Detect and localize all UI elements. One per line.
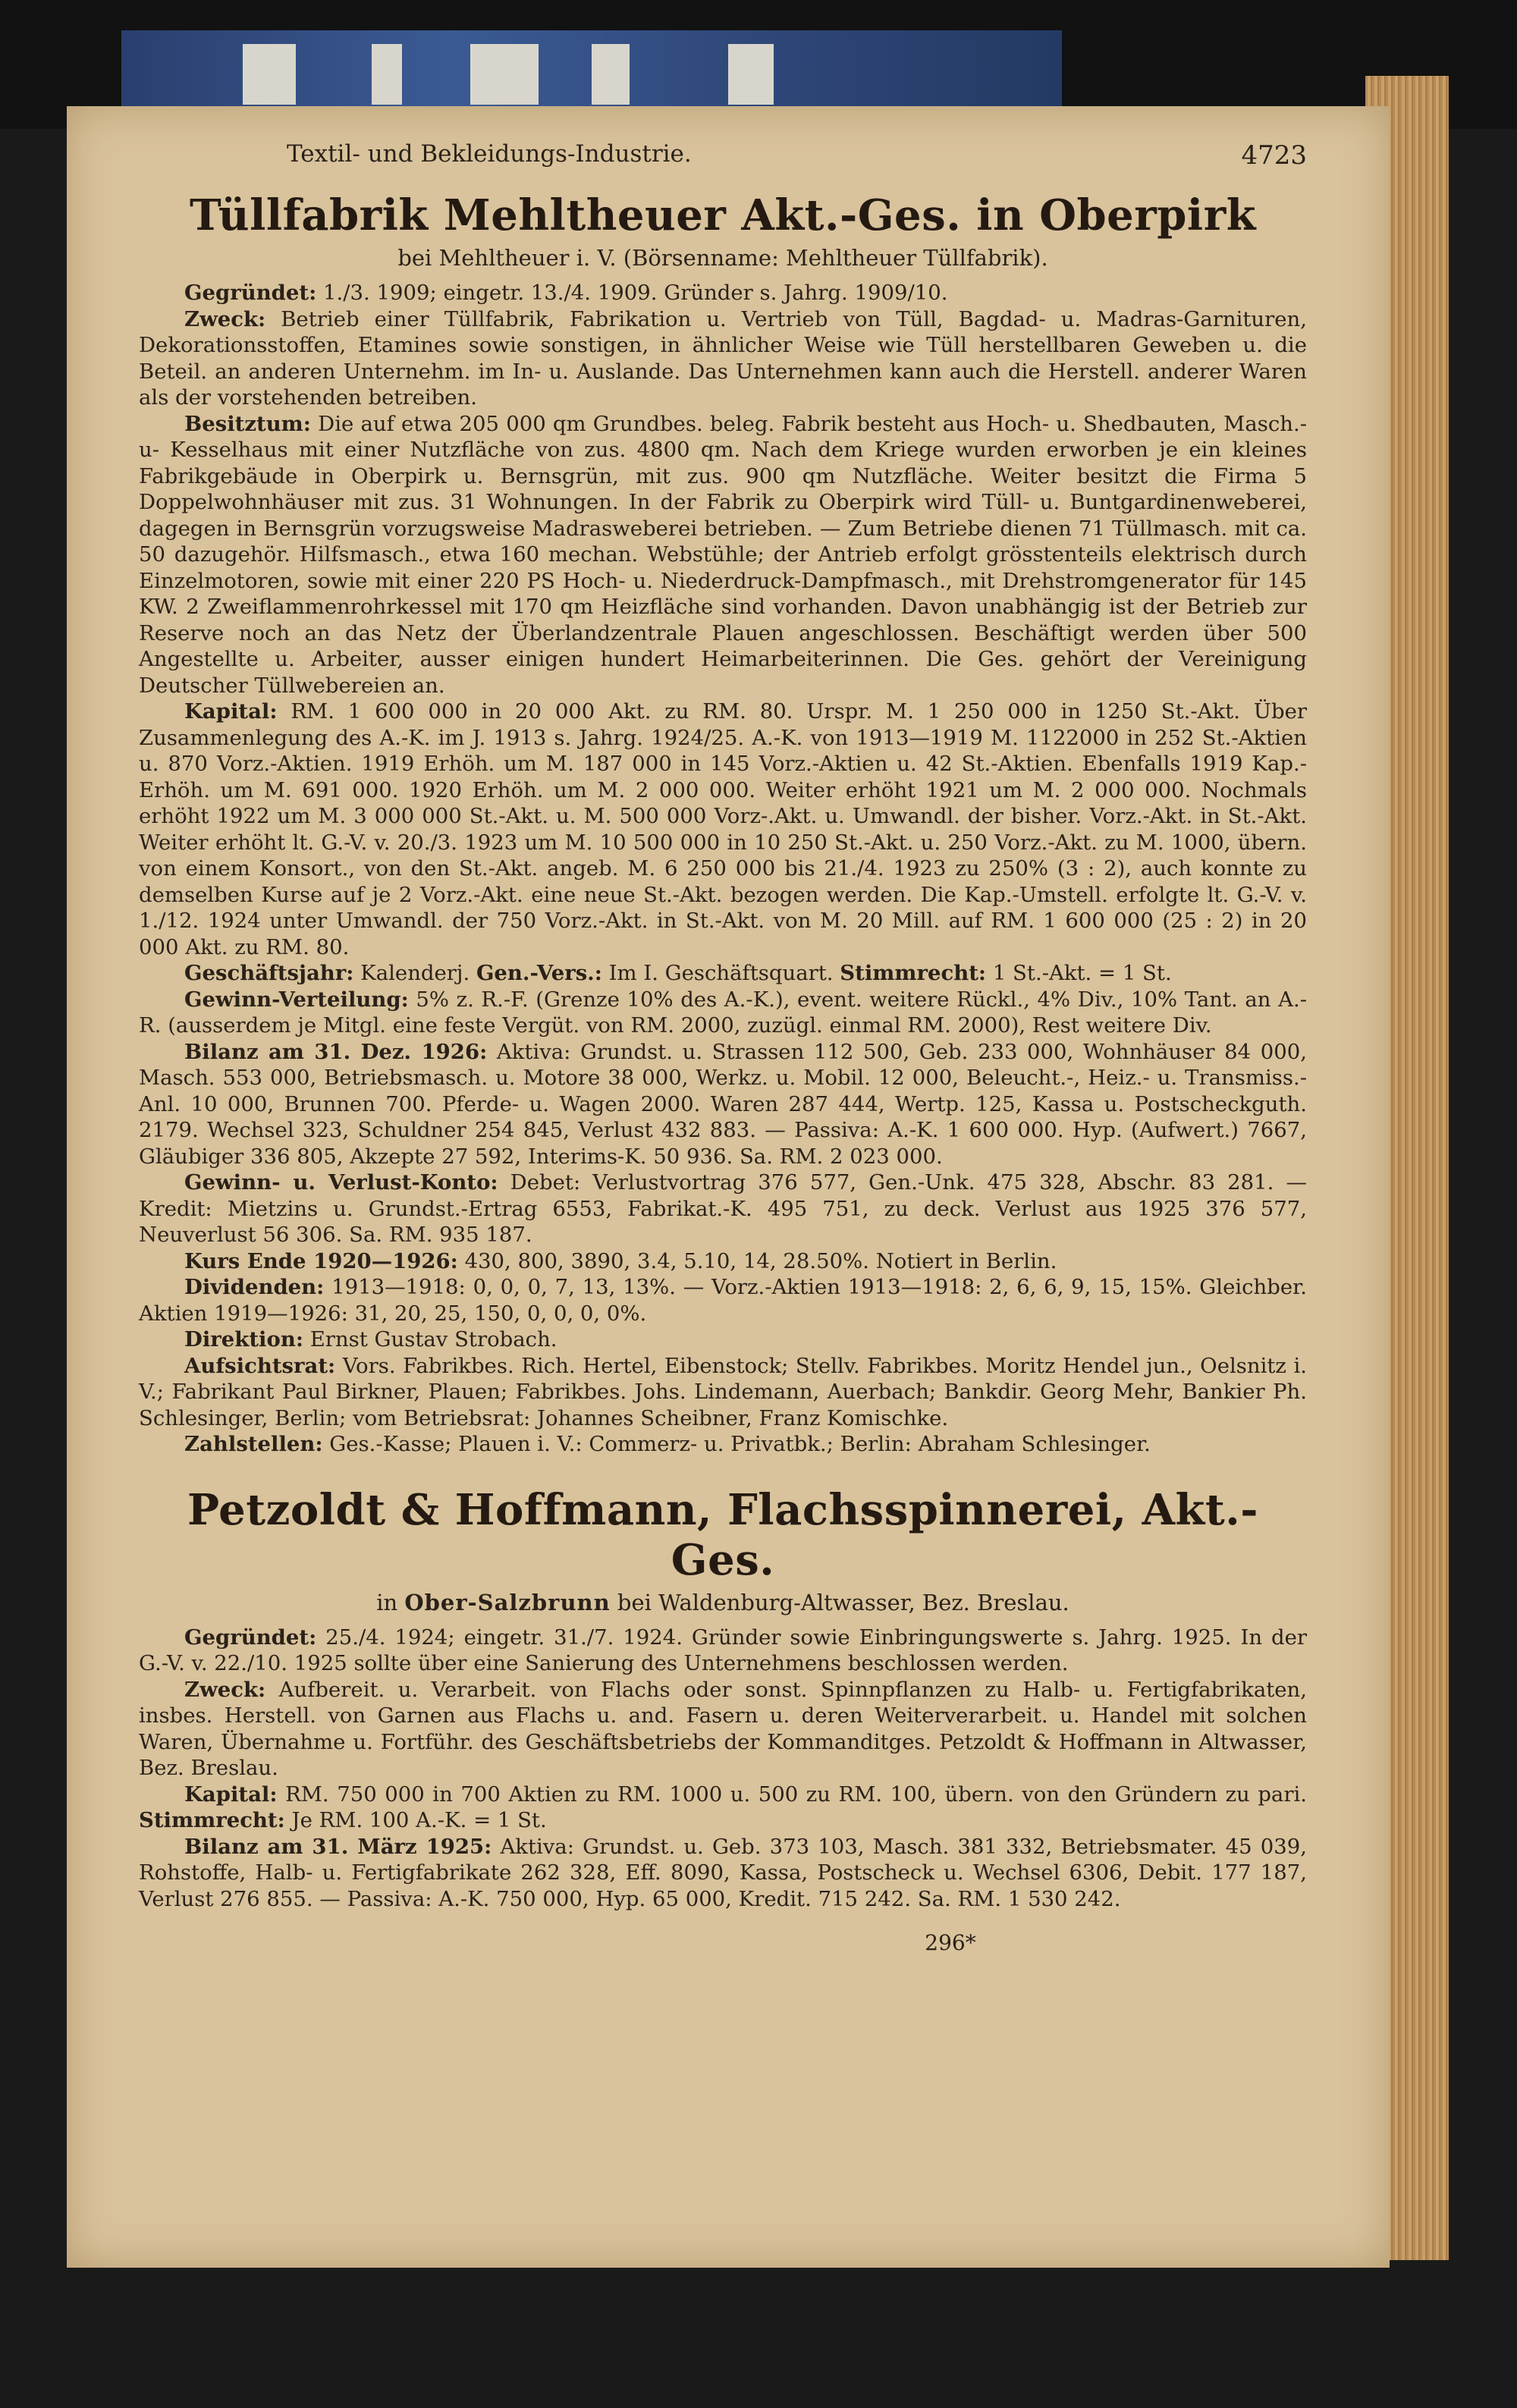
running-title: Textil- und Bekleidungs-Industrie.: [287, 140, 692, 168]
c2-gegruendet: Gegründet: 25./4. 1924; eingetr. 31./7. 1924. Gründer sowie Einbringungswerte s. Jahrg. 1925. In der G.-V. v. 22./10. 1925 sollte über eine Sanierung des Unternehmens beschlossen werden.: [139, 1625, 1307, 1675]
company-1-title: Tüllfabrik Mehltheuer Akt.-Ges. in Oberpirk: [190, 190, 1256, 240]
book-page: [67, 106, 1390, 2268]
c1-direktion: Direktion: Ernst Gustav Strobach.: [184, 1327, 557, 1352]
c1-kapital: Kapital: RM. 1 600 000 in 20 000 Akt. zu RM. 80. Urspr. M. 1 250 000 in 1250 St.-Akt. Über Zusammenlegung des A.-K. im J. 1913 s. Jahrg. 1924/25. A.-K. von 1913—1919 M. 1122000 in 252 St.-Aktien u. 870 Vorz.-Aktien. 1919 Erhöh. um M. 187 000 in 145 Vorz.-Aktien u. 42 St.-Aktien. Ebenfalls 1919 Kap.-Erhöh. um M. 691 000. 1920 Erhöh. um M. 2 000 000. Weiter erhöht 1921 um M. 2 000 000. Nochmals erhöht 1922 um M. 3 000 000 St.-Akt. u. M. 500 000 Vorz-.Akt. u. Umwandl. der bisher. Vorz.-Akt. in St.-Akt. Weiter erhöht lt. G.-V. v. 20./3. 1923 um M. 10 500 000 in 10 250 St.-Akt. u. 250 Vorz.-Akt. zu M. 1000, übern. von einem Konsort., von den St.-Akt. angeb. M. 6 250 000 bis 21./4. 1923 zu 250% (3 : 2), auch konnte zu demselben Kurse auf je 2 Vorz.-Akt. eine neue St.-Akt. bezogen werden. Die Kap.-Umstell. erfolgte lt. G.-V. v. 1./12. 1924 unter Umwandl. der 750 Vorz.-Akt. in St.-Akt. von M. 20 Mill. auf RM. 1 600 000 (25 : 2) in 20 000 Akt. zu RM. 80.: [139, 699, 1307, 959]
c1-geschaeftsjahr: Geschäftsjahr: Kalenderj. Gen.-Vers.: Im I. Geschäftsquart. Stimmrecht: 1 St.-Akt. = 1 St.: [184, 961, 1172, 985]
company-2-subtitle: in Ober-Salzbrunn bei Waldenburg-Altwasser, Bez. Breslau.: [376, 1589, 1069, 1615]
c1-gewinn-verteilung: Gewinn-Verteilung: 5% z. R.-F. (Grenze 10% des A.-K.), event. weitere Rückl., 4% Div., 10% Tant. an A.-R. (ausserdem je Mitgl. eine feste Vergüt. von RM. 2000, zuzügl. einmal RM. 2000), Rest weitere Div.: [139, 987, 1307, 1038]
c1-kurs: Kurs Ende 1920—1926: 430, 800, 3890, 3.4, 5.10, 14, 28.50%. Notiert in Berlin.: [184, 1248, 1057, 1273]
running-head: [139, 140, 1307, 180]
page-content: [139, 140, 1307, 1955]
c1-besitztum: Besitztum: Die auf etwa 205 000 qm Grundbes. beleg. Fabrik besteht aus Hoch- u. Shedbauten, Masch.- u- Kesselhaus mit einer Nutzfläche von zus. 4800 qm. Nach dem Kriege wurden erworben je ein kleines Fabrikgebäude in Oberpirk u. Bernsgrün, mit zus. 900 qm Nutzfläche. Weiter besitzt die Firma 5 Doppelwohnhäuser mit zus. 31 Wohnungen. In der Fabrik zu Oberpirk wird Tüll- u. Buntgardinenweberei, dagegen in Bernsgrün vorzugsweise Madrasweberei betrieben. — Zum Betriebe dienen 71 Tüllmasch. mit ca. 50 dazugehör. Hilfsmasch., etwa 160 mechan. Webstühle; der Antrieb erfolgt grösstenteils elektrisch durch Einzelmotoren, sowie mit einer 220 PS Hoch- u. Niederdruck-Dampfmasch., mit Drehstromgenerator für 145 KW. 2 Zweiflammenrohrkessel mit 170 qm Heizfläche sind vorhanden. Davon unabhängig ist der Betrieb zur Reserve noch an das Netz der Überlandzentrale Plauen angeschlossen. Beschäftigt werden über 500 Angestellte u. Arbeiter, ausser einigen hundert Heimarbeiterinnen. Die Ges. gehört der Vereinigung Deutscher Tüllwebereien an.: [139, 411, 1307, 698]
c2-bilanz: Bilanz am 31. März 1925: Aktiva: Grundst. u. Geb. 373 103, Masch. 381 332, Betriebsmater. 45 039, Rohstoffe, Halb- u. Fertigfabrikate 262 328, Eff. 8090, Kassa, Postscheck u. Wechsel 6306, Debit. 177 187, Verlust 276 855. — Passiva: A.-K. 750 000, Hyp. 65 000, Kredit. 715 242. Sa. RM. 1 530 242.: [139, 1834, 1307, 1911]
c1-zweck: Zweck: Betrieb einer Tüllfabrik, Fabrikation u. Vertrieb von Tüll, Bagdad- u. Madras-Garnituren, Dekorationsstoffen, Etamines sowie sonstigen, in ähnlicher Weise wie Tüll herstellbaren Geweben u. die Beteil. an anderen Unternehm. im In- u. Auslande. Das Unternehmen kann auch die Herstell. anderer Waren als der vorstehenden betreiben.: [139, 306, 1307, 410]
company-2-place: Ober-Salzbrunn: [404, 1589, 611, 1615]
company-2-title: Petzoldt & Hoffmann, Flachsspinnerei, Akt.-Ges.: [187, 1484, 1258, 1585]
c1-aufsichtsrat: Aufsichtsrat: Vors. Fabrikbes. Rich. Hertel, Eibenstock; Stellv. Fabrikbes. Moritz Hendel jun., Oelsnitz i. V.; Fabrikant Paul Birkner, Plauen; Fabrikbes. Johs. Lindemann, Auerbach; Bankdir. Georg Mehr, Bankier Ph. Schlesinger, Berlin; vom Betriebsrat: Johannes Scheibner, Franz Komischke.: [139, 1353, 1307, 1430]
company-1-subtitle: bei Mehltheuer i. V. (Börsenname: Mehltheuer Tüllfabrik).: [397, 245, 1048, 271]
c2-kapital: Kapital: RM. 750 000 in 700 Aktien zu RM. 1000 u. 500 zu RM. 100, übern. von den Gründern zu pari. Stimmrecht: Je RM. 100 A.-K. = 1 St.: [139, 1782, 1307, 1832]
c1-gewinn-verlust-konto: Gewinn- u. Verlust-Konto: Debet: Verlustvortrag 376 577, Gen.-Unk. 475 328, Abschr. 83 281. — Kredit: Mietzins u. Grundst.-Ertrag 6553, Fabrikat.-K. 495 751, zu deck. Verlust aus 1925 376 577, Neuverlust 56 306. Sa. RM. 935 187.: [139, 1170, 1307, 1247]
c1-dividenden: Dividenden: 1913—1918: 0, 0, 0, 7, 13, 13%. — Vorz.-Aktien 1913—1918: 2, 6, 6, 9, 15, 15%. Gleichber. Aktien 1919—1926: 31, 20, 25, 150, 0, 0, 0, 0%.: [139, 1275, 1307, 1326]
scan-cover-strip: [121, 30, 1062, 114]
c1-zahlstellen: Zahlstellen: Ges.-Kasse; Plauen i. V.: Commerz- u. Privatbk.; Berlin: Abraham Schlesinger.: [184, 1432, 1151, 1456]
c1-gegruendet: Gegründet: 1./3. 1909; eingetr. 13./4. 1909. Gründer s. Jahrg. 1909/10.: [184, 281, 948, 305]
page-number: 4723: [1241, 140, 1307, 171]
signature-mark: 296*: [925, 1930, 976, 1955]
c2-zweck: Zweck: Aufbereit. u. Verarbeit. von Flachs oder sonst. Spinnpflanzen zu Halb- u. Fertigfabrikaten, insbes. Herstell. von Garnen aus Flachs u. and. Fasern u. deren Weiterverarbeit. u. Handel mit solchen Waren, Übernahme u. Fortführ. des Geschäftsbetriebs der Kommanditges. Petzoldt & Hoffmann in Altwasser, Bez. Breslau.: [139, 1677, 1307, 1780]
c1-bilanz: Bilanz am 31. Dez. 1926: Aktiva: Grundst. u. Strassen 112 500, Geb. 233 000, Wohnhäuser 84 000, Masch. 553 000, Betriebsmasch. u. Motore 38 000, Werkz. u. Mobil. 12 000, Beleucht.-, Heiz.- u. Transmiss.-Anl. 10 000, Brunnen 700. Pferde- u. Wagen 2000. Waren 287 444, Wertp. 125, Kassa u. Postscheckguth. 2179. Wechsel 323, Schuldner 254 845, Verlust 432 883. — Passiva: A.-K. 1 600 000. Hyp. (Aufwert.) 7667, Gläubiger 336 805, Akzepte 27 592, Interims-K. 50 936. Sa. RM. 2 023 000.: [139, 1039, 1307, 1169]
